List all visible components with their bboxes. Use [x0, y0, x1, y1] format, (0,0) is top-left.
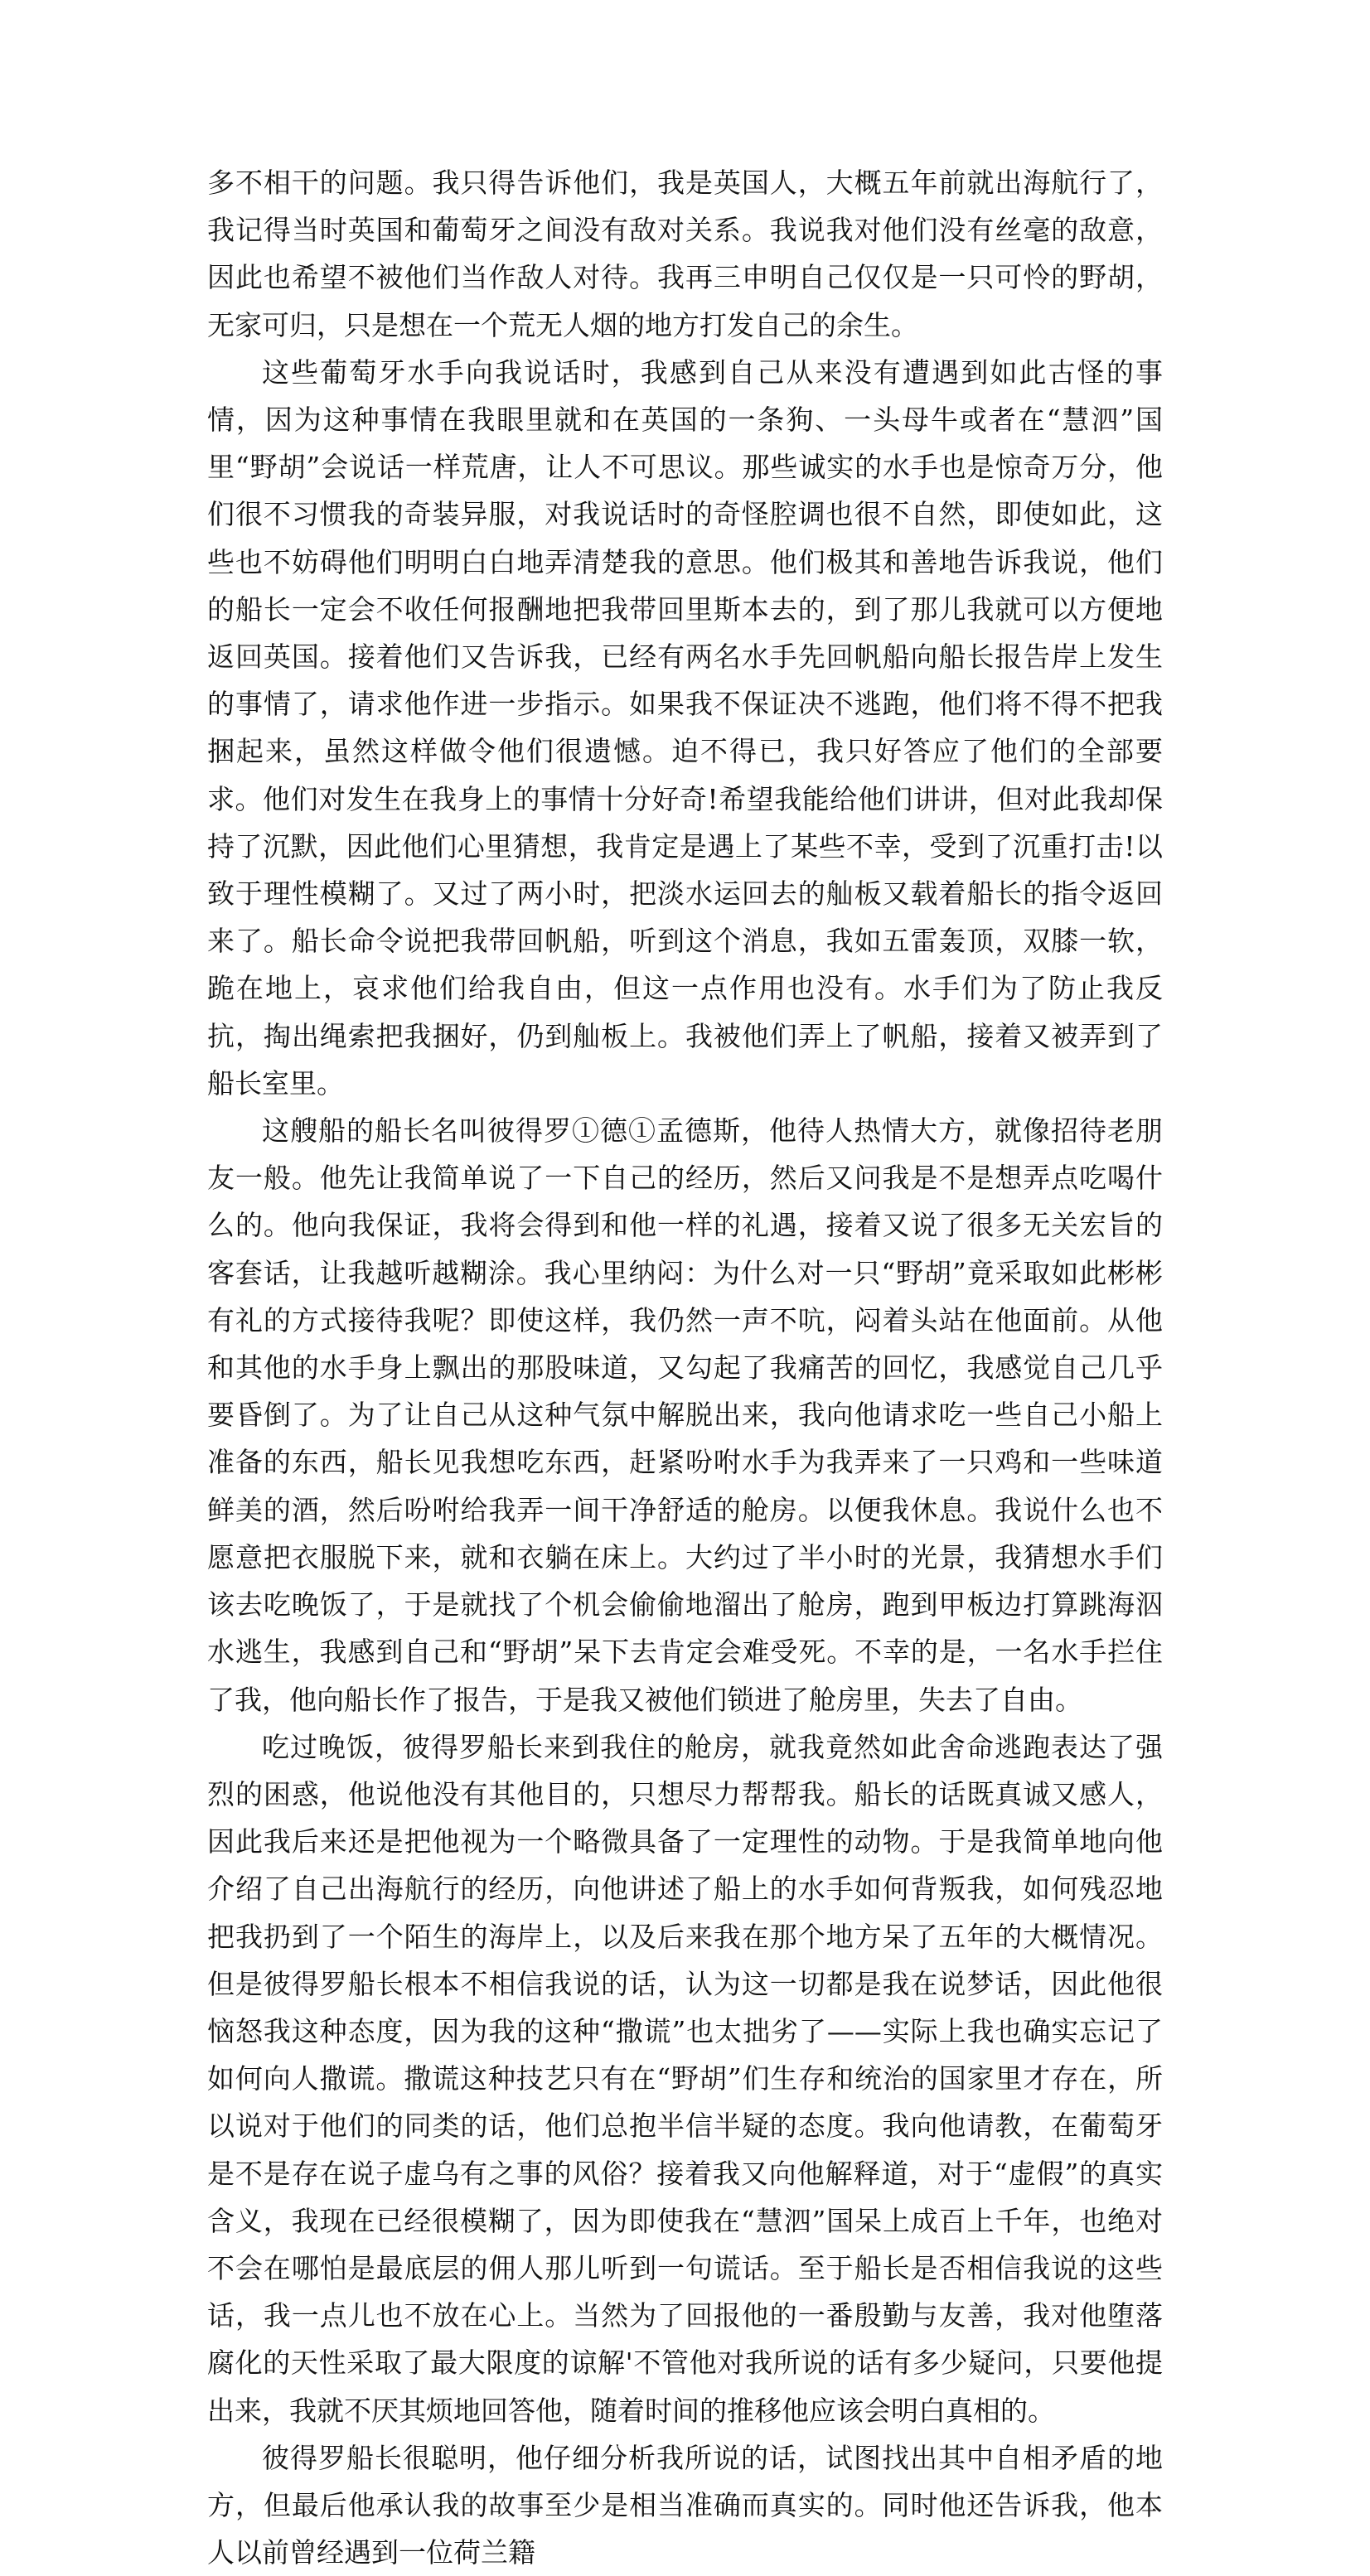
paragraph-3: 这艘船的船长名叫彼得罗①德①孟德斯，他待人热情大方，就像招待老朋友一般。他先让我简单说了一下自己的经历，然后又问我是不是想弄点吃喝什么的。他向我保证，我将会得到和他一样的礼遇，接着又说了很多无关宏旨的客套话，让我越听越糊涂。我心里纳闷：为什么对一只“野胡”竟采取如此彬彬有礼的方式接待我呢？即使这样，我仍然一声不吭，闷着头站在他面前。从他和其他的水手身上飘出的那股味道，又勾起了我痛苦的回忆，我感觉自己几乎要昏倒了。为了让自己从这种气氛中解脱出来，我向他请求吃一些自己小船上准备的东西，船长见我想吃东西，赶紧吩咐水手为我弄来了一只鸡和一些味道鲜美的酒，然后吩咐给我弄一间干净舒适的舱房。以便我休息。我说什么也不愿意把衣服脱下来，就和衣躺在床上。大约过了半小时的光景，我猜想水手们该去吃晚饭了，于是就找了个机会偷偷地溜出了舱房，跑到甲板边打算跳海泅水逃生，我感到自己和“野胡”呆下去肯定会难受死。不幸的是，一名水手拦住了我，他向船长作了报告，于是我又被他们锁进了舱房里，失去了自由。	[207, 1114, 1163, 1716]
paragraph-5: 彼得罗船长很聪明，他仔细分析我所说的话，试图找出其中自相矛盾的地方，但最后他承认我的故事至少是相当准确而真实的。同时他还告诉我，他本人以前曾经遇到一位荷兰籍	[207, 2441, 1163, 2569]
paragraph-1: 多不相干的问题。我只得告诉他们，我是英国人，大概五年前就出海航行了，我记得当时英国和葡萄牙之间没有敌对关系。我说我对他们没有丝毫的敌意，因此也希望不被他们当作敌人对待。我再三申明自己仅仅是一只可怜的野胡，无家可归，只是想在一个荒无人烟的地方打发自己的余生。	[207, 167, 1163, 341]
document-page	[207, 159, 1163, 2576]
paragraph-2: 这些葡萄牙水手向我说话时，我感到自己从来没有遭遇到如此古怪的事情，因为这种事情在我眼里就和在英国的一条狗、一头母牛或者在“慧泗”国里“野胡”会说话一样荒唐，让人不可思议。那些诚实的水手也是惊奇万分，他们很不习惯我的奇装异服，对我说话时的奇怪腔调也很不自然，即使如此，这些也不妨碍他们明明白白地弄清楚我的意思。他们极其和善地告诉我说，他们的船长一定会不收任何报酬地把我带回里斯本去的，到了那儿我就可以方便地返回英国。接着他们又告诉我，已经有两名水手先回帆船向船长报告岸上发生的事情了，请求他作进一步指示。如果我不保证决不逃跑，他们将不得不把我捆起来，虽然这样做令他们很遗憾。迫不得已，我只好答应了他们的全部要求。他们对发生在我身上的事情十分好奇!希望我能给他们讲讲，但对此我却保持了沉默，因此他们心里猜想，我肯定是遇上了某些不幸，受到了沉重打击!以致于理性模糊了。又过了两小时，把淡水运回去的舢板又载着船长的指令返回来了。船长命令说把我带回帆船，听到这个消息，我如五雷轰顶，双膝一软，跪在地上，哀求他们给我自由，但这一点作用也没有。水手们为了防止我反抗，掏出绳索把我捆好，仍到舢板上。我被他们弄上了帆船，接着又被弄到了船长室里。	[207, 355, 1163, 1100]
paragraph-4: 吃过晚饭，彼得罗船长来到我住的舱房，就我竟然如此舍命逃跑表达了强烈的困惑，他说他没有其他目的，只想尽力帮帮我。船长的话既真诚又感人，因此我后来还是把他视为一个略微具备了一定理性的动物。于是我简单地向他介绍了自己出海航行的经历，向他讲述了船上的水手如何背叛我，如何残忍地把我扔到了一个陌生的海岸上，以及后来我在那个地方呆了五年的大概情况。但是彼得罗船长根本不相信我说的话，认为这一切都是我在说梦话，因此他很恼怒我这种态度，因为我的这种“撒谎”也太拙劣了——实际上我也确实忘记了如何向人撒谎。撒谎这种技艺只有在“野胡”们生存和统治的国家里才存在，所以说对于他们的同类的话，他们总抱半信半疑的态度。我向他请教，在葡萄牙是不是存在说子虚乌有之事的风俗？接着我又向他解释道，对于“虚假”的真实含义，我现在已经很模糊了，因为即使我在“慧泗”国呆上成百上千年，也绝对不会在哪怕是最底层的佣人那儿听到一句谎话。至于船长是否相信我说的这些话，我一点儿也不放在心上。当然为了回报他的一番殷勤与友善，我对他堕落腐化的天性采取了最大限度的谅解'不管他对我所说的话有多少疑问，只要他提出来，我就不厌其烦地回答他，随着时间的推移他应该会明白真相的。	[207, 1730, 1163, 2427]
